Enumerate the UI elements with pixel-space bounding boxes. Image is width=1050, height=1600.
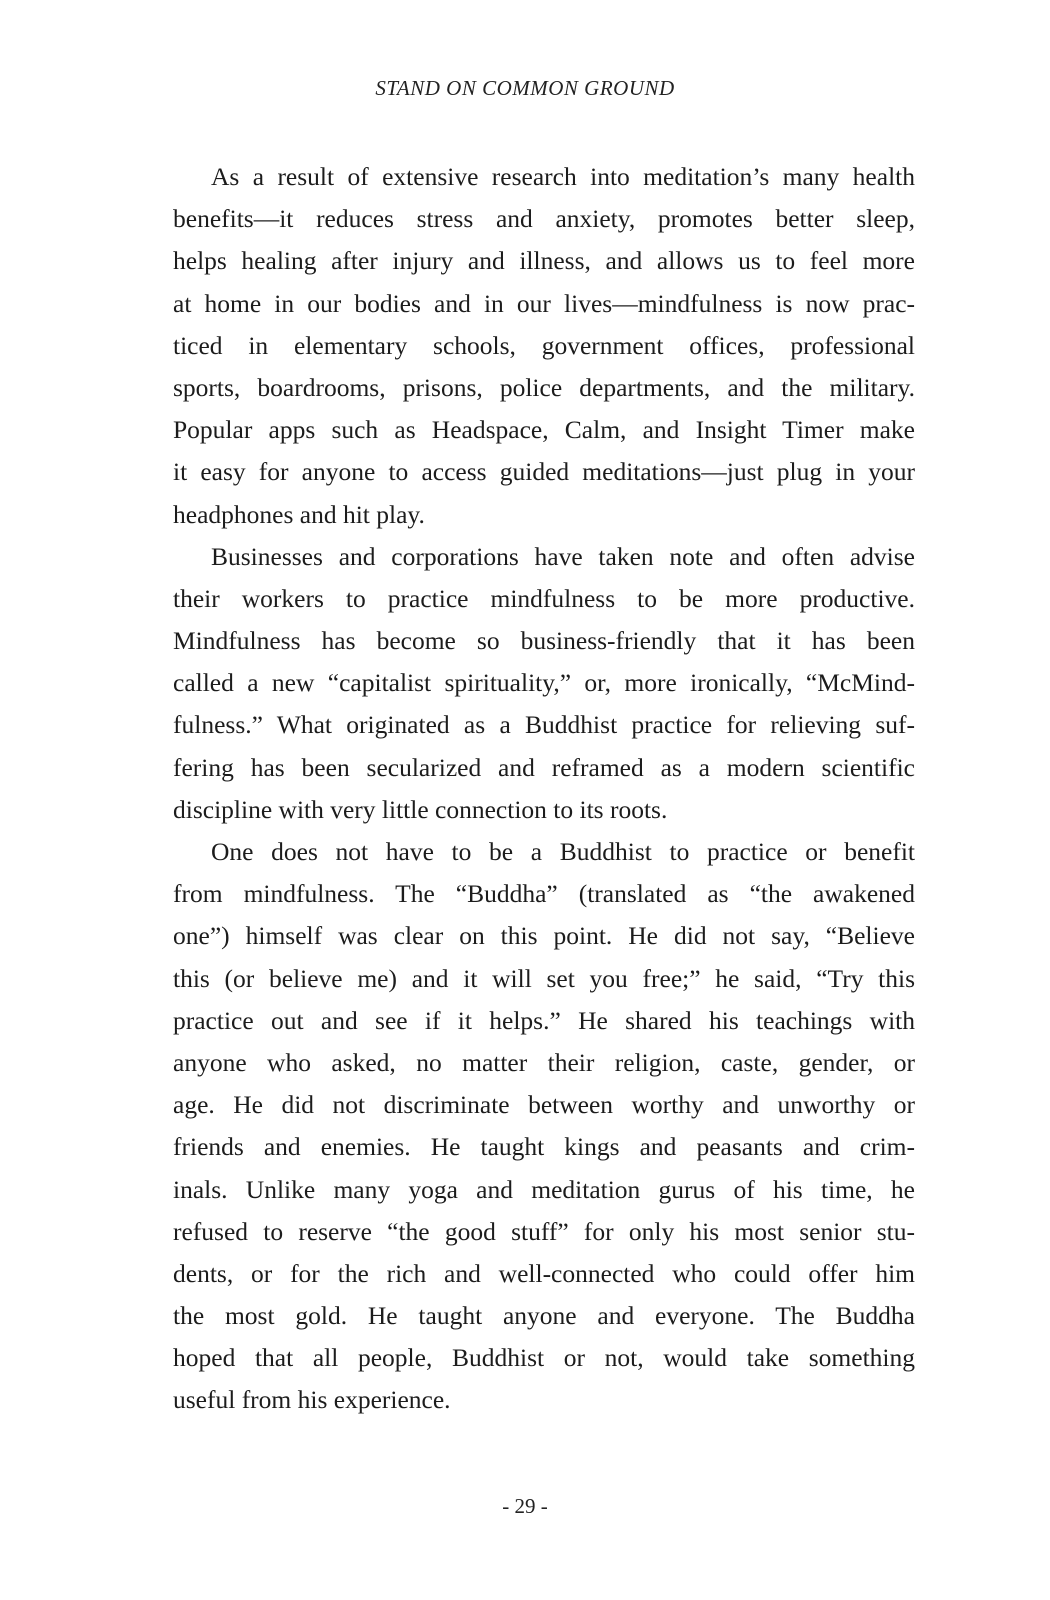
text-line: benefits—it reduces stress and anxiety, promotes better sleep, (173, 204, 915, 234)
text-line: this (or believe me) and it will set you free;” he said, “Try this (173, 963, 915, 993)
text-line: fulness.” What originated as a Buddhist practice for relieving suf- (173, 710, 915, 740)
text-line: their workers to practice mindfulness to be more productive. (173, 583, 915, 613)
body-text (173, 156, 915, 1422)
text-line: called a new “capitalist spirituality,” or, more ironically, “McMind- (173, 668, 915, 698)
text-line: Mindfulness has become so business-friendly that it has been (173, 626, 915, 656)
paragraph-2 (173, 536, 915, 831)
paragraph-1 (173, 156, 915, 536)
text-line: dents, or for the rich and well-connected who could offer him (173, 1258, 915, 1288)
text-line: headphones and hit play. (173, 499, 425, 529)
text-line: helps healing after injury and illness, and allows us to feel more (173, 246, 915, 276)
text-line: ticed in elementary schools, government offices, professional (173, 330, 915, 360)
text-line: refused to reserve “the good stuff” for only his most senior stu- (173, 1216, 915, 1246)
text-line: it easy for anyone to access guided meditations—just plug in your (173, 457, 915, 487)
text-line: fering has been secularized and reframed as a modern scientific (173, 752, 915, 782)
text-line: useful from his experience. (173, 1385, 451, 1415)
paragraph-3 (173, 831, 915, 1422)
text-line: Popular apps such as Headspace, Calm, and Insight Timer make (173, 415, 915, 445)
text-line: As a result of extensive research into meditation’s many health (211, 162, 915, 191)
text-line: anyone who asked, no matter their religion, caste, gender, or (173, 1047, 915, 1077)
text-line: practice out and see if it helps.” He shared his teachings with (173, 1005, 915, 1035)
text-line: friends and enemies. He taught kings and peasants and crim- (173, 1132, 915, 1162)
page-number: - 29 - (502, 1494, 548, 1518)
text-line: inals. Unlike many yoga and meditation gurus of his time, he (173, 1174, 915, 1204)
text-line: Businesses and corporations have taken note and often advise (211, 541, 915, 571)
text-line: at home in our bodies and in our lives—mindfulness is now prac- (173, 288, 915, 318)
text-line: one”) himself was clear on this point. He did not say, “Believe (173, 921, 915, 951)
text-line: age. He did not discriminate between worthy and unworthy or (173, 1090, 915, 1120)
running-head: STAND ON COMMON GROUND (375, 76, 675, 100)
text-line: the most gold. He taught anyone and everyone. The Buddha (173, 1301, 915, 1331)
text-line: hoped that all people, Buddhist or not, would take something (173, 1343, 915, 1373)
text-line: discipline with very little connection to its roots. (173, 794, 668, 824)
text-line: from mindfulness. The “Buddha” (translated as “the awakened (173, 879, 915, 909)
text-line: One does not have to be a Buddhist to practice or benefit (211, 837, 915, 866)
text-line: sports, boardrooms, prisons, police departments, and the military. (173, 372, 915, 402)
